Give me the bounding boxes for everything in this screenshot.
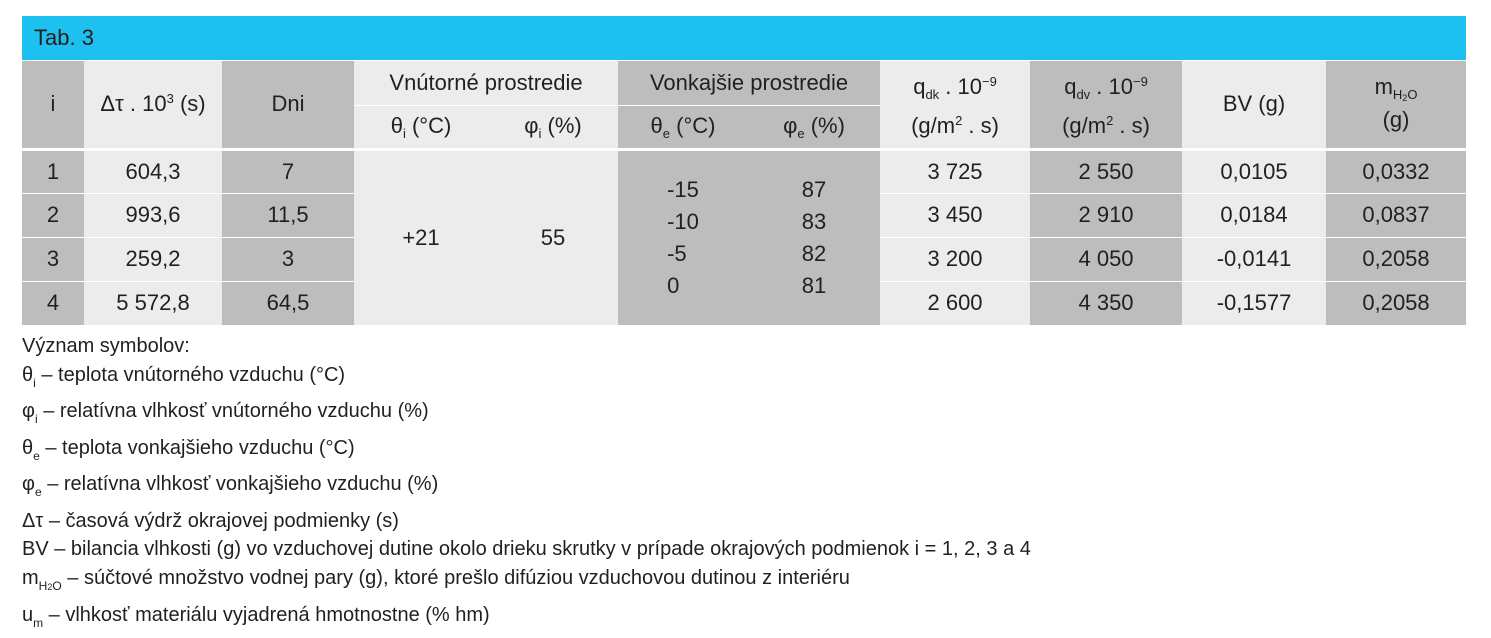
legend-item: $m_{H2O}$ – súčtové množstvo vodnej pary (g), ktoré prešlo difúziou vzduchovou dutinou z interiéru (22, 566, 850, 593)
table-title: Tab. 3 (34, 25, 94, 50)
cell-inner-phi: 55 (488, 149, 618, 325)
header-outer-env: Vonkajšie prostredie (618, 61, 880, 105)
header-inner-env: Vnútorné prostredie (354, 61, 618, 105)
cell-bv: 0,0105 (1182, 149, 1326, 193)
cell-days: 7 (222, 149, 354, 193)
header-qdv: $q_{dv}$ . $10^{-9}$ ($g/m^2$ . s) (1030, 61, 1182, 149)
legend-item: Δτ – časová výdrž okrajovej podmienky (s) (22, 509, 399, 532)
cell-inner-theta: +21 (354, 149, 488, 325)
outer-phi-value: 87 (801, 176, 827, 202)
header-phi-i: $\varphi_i$ (%) (488, 105, 618, 149)
cell-outer-phi (748, 149, 880, 325)
table-title-bar (22, 16, 1466, 60)
cell-bv: -0,1577 (1182, 281, 1326, 325)
cell-dtau: 259,2 (84, 237, 222, 281)
header-i: i (22, 61, 84, 149)
cell-days: 64,5 (222, 281, 354, 325)
cell-qdk: 2 600 (880, 281, 1030, 325)
cell-qdv: 4 050 (1030, 237, 1182, 281)
cell-m: 0,0837 (1326, 193, 1466, 237)
cell-i: 3 (22, 237, 84, 281)
cell-bv: 0,0184 (1182, 193, 1326, 237)
outer-theta-value: -15 (667, 176, 699, 202)
data-table (22, 61, 1466, 325)
cell-qdk: 3 725 (880, 149, 1030, 193)
legend-item: BV – bilancia vlhkosti (g) vo vzduchovej dutine okolo drieku skrutky v prípade okrajových podmienok i = 1, 2, 3 a 4 (22, 538, 1031, 560)
legend-item: $\varphi_i$ – relatívna vlhkosť vnútorného vzduchu (%) (22, 400, 429, 426)
legend-item: $u_m$ – vlhkosť materiálu vyjadrená hmotnostne (% hm) (22, 604, 490, 630)
outer-theta-value: -5 (667, 240, 687, 266)
cell-dtau: 604,3 (84, 149, 222, 193)
outer-phi-value: 81 (801, 272, 827, 298)
outer-theta-value: -10 (667, 208, 699, 234)
outer-phi-value: 83 (801, 208, 827, 234)
cell-i: 2 (22, 193, 84, 237)
outer-phi-value: 82 (801, 240, 827, 266)
header-theta-e: $\theta_e$ (°C) (618, 105, 748, 149)
cell-qdv: 4 350 (1030, 281, 1182, 325)
header-phi-e: $\varphi_e$ (%) (748, 105, 880, 149)
cell-dtau: 5 572,8 (84, 281, 222, 325)
outer-theta-value: 0 (667, 272, 680, 298)
cell-days: 11,5 (222, 193, 354, 237)
header-theta-i: $\theta_i$ (°C) (354, 105, 488, 149)
cell-m: 0,2058 (1326, 281, 1466, 325)
cell-qdk: 3 200 (880, 237, 1030, 281)
legend-item: $\varphi_e$ – relatívna vlhkosť vonkajšieho vzduchu (%) (22, 473, 439, 499)
header-dtau: Δτ . $10^3$ (s) (84, 61, 222, 149)
legend-item: $\theta_i$ – teplota vnútorného vzduchu (°C) (22, 363, 346, 390)
cell-days: 3 (222, 237, 354, 281)
cell-qdv: 2 550 (1030, 149, 1182, 193)
symbol-legend (22, 332, 1031, 638)
cell-outer-theta (618, 149, 748, 325)
table-row (22, 149, 1466, 193)
header-bv: BV (g) (1182, 61, 1326, 149)
cell-i: 4 (22, 281, 84, 325)
cell-qdk: 3 450 (880, 193, 1030, 237)
cell-qdv: 2 910 (1030, 193, 1182, 237)
cell-bv: -0,0141 (1182, 237, 1326, 281)
cell-i: 1 (22, 149, 84, 193)
legend-item: $\theta_e$ – teplota vonkajšieho vzduchu (°C) (22, 436, 355, 463)
cell-m: 0,0332 (1326, 149, 1466, 193)
header-mh2o: $m_{H_2O}$ (g) (1326, 61, 1466, 149)
header-qdk: $q_{dk}$ . $10^{-9}$ ($g/m^2$ . s) (880, 61, 1030, 149)
cell-m: 0,2058 (1326, 237, 1466, 281)
legend-heading: Význam symbolov: (22, 335, 190, 357)
cell-dtau: 993,6 (84, 193, 222, 237)
header-days: Dni (222, 61, 354, 149)
